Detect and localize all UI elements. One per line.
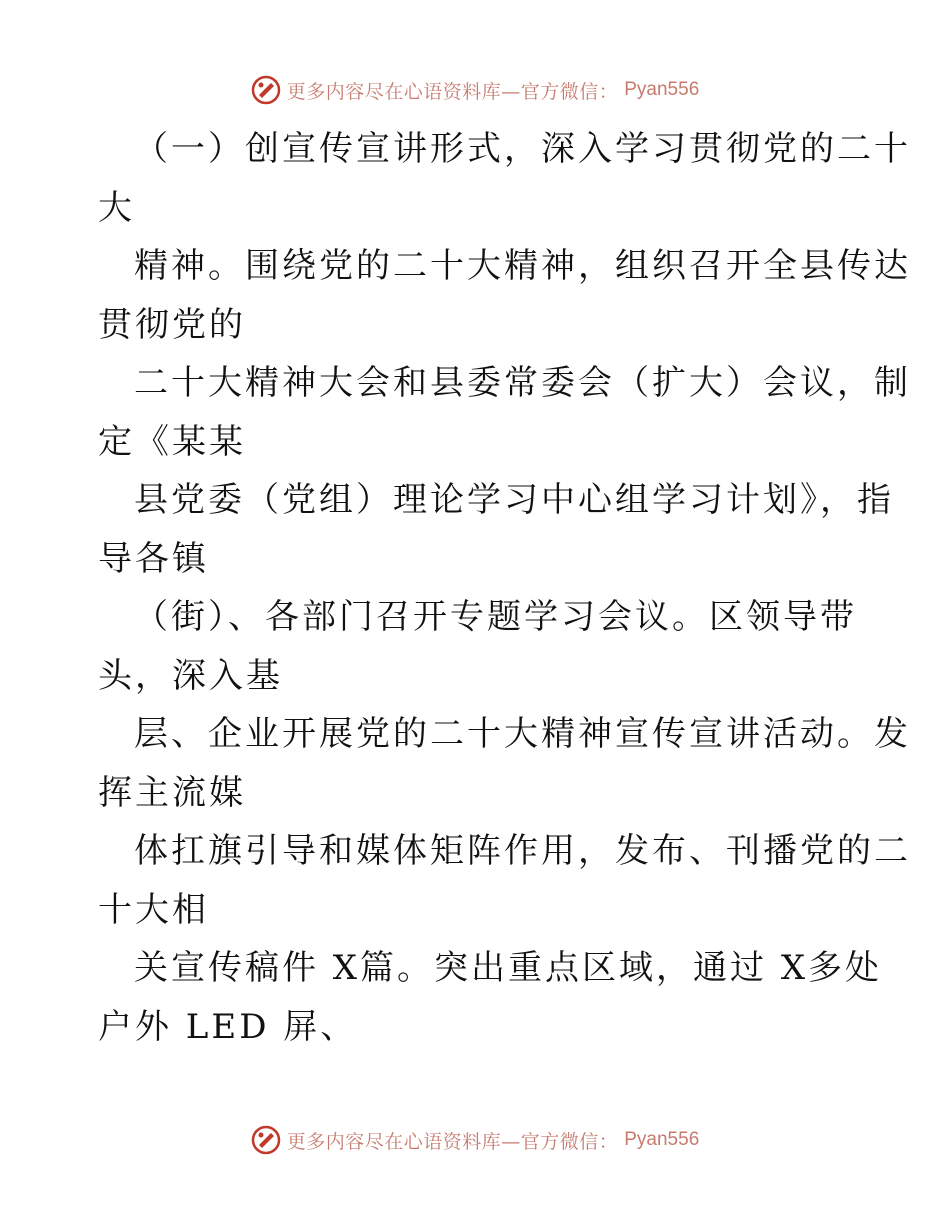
text-line: 层、企业开展党的二十大精神宣传宣讲活动。发 <box>134 714 911 754</box>
seal-logo-icon <box>251 1125 281 1155</box>
footer-watermark <box>0 1122 950 1158</box>
text-line: 贯彻党的 <box>98 304 246 345</box>
text-line: 挥主流媒 <box>98 772 246 813</box>
text-line: （一）创宣传宣讲形式，深入学习贯彻党的二十 <box>134 129 911 169</box>
text-line: 户外 LED 屏、 <box>98 1006 358 1047</box>
text-line: 县党委（党组）理论学习中心组学习计划》，指 <box>134 480 894 520</box>
watermark-id: Pyan556 <box>624 1129 700 1150</box>
text-line: （街）、各部门召开专题学习会议。区领导带 <box>134 597 857 637</box>
watermark-text: 更多内容尽在心语资料库—官方微信： <box>286 80 619 103</box>
text-line: 二十大精神大会和县委常委会（扩大）会议，制 <box>134 363 911 403</box>
text-line: 关宣传稿件 X篇。突出重点区域，通过 X多处 <box>134 948 883 988</box>
text-line: 大 <box>98 187 135 228</box>
text-line: 导各镇 <box>98 538 209 579</box>
header-watermark <box>0 72 950 108</box>
text-line: 体扛旗引导和媒体矩阵作用，发布、刊播党的二 <box>134 831 911 871</box>
document-body <box>98 120 911 1056</box>
text-line: 精神。围绕党的二十大精神，组织召开全县传达 <box>134 246 911 286</box>
text-line: 定《某某 <box>98 421 246 462</box>
text-line: 头，深入基 <box>98 655 283 696</box>
seal-logo-icon <box>251 75 281 105</box>
text-line: 十大相 <box>98 889 209 930</box>
watermark-text: 更多内容尽在心语资料库—官方微信： <box>286 1130 619 1153</box>
watermark-id: Pyan556 <box>624 79 700 100</box>
